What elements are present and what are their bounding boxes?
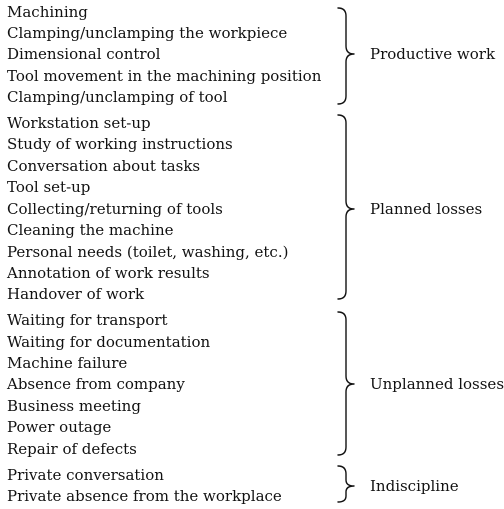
item-handover-work: Handover of work [7, 285, 145, 303]
group-label-indiscipline: Indiscipline [370, 477, 459, 495]
item-machining: Machining [7, 3, 88, 21]
item-study-instructions: Study of working instructions [7, 135, 233, 153]
item-collecting-tools: Collecting/returning of tools [7, 200, 223, 218]
item-private-conversation: Private conversation [7, 466, 164, 484]
group-label-unplanned-losses: Unplanned losses [370, 375, 504, 393]
item-tool-setup: Tool set-up [7, 178, 91, 196]
item-machine-failure: Machine failure [7, 354, 128, 372]
item-private-absence: Private absence from the workplace [7, 487, 282, 505]
item-clamping-workpiece: Clamping/unclamping the workpiece [7, 24, 288, 42]
group-label-productive-work: Productive work [370, 45, 496, 63]
brace-indiscipline [338, 466, 354, 502]
group-label-planned-losses: Planned losses [370, 200, 483, 218]
brace-planned-losses [338, 115, 354, 299]
item-workstation-setup: Workstation set-up [7, 114, 151, 132]
item-repair-defects: Repair of defects [7, 440, 137, 458]
item-business-meeting: Business meeting [7, 397, 141, 415]
brace-productive-work [338, 8, 354, 104]
item-clamping-tool: Clamping/unclamping of tool [7, 88, 228, 106]
item-waiting-documentation: Waiting for documentation [7, 333, 211, 351]
brace-unplanned-losses [338, 312, 354, 455]
item-annotation-results: Annotation of work results [7, 264, 210, 282]
item-tool-movement: Tool movement in the machining position [7, 67, 322, 85]
item-cleaning-machine: Cleaning the machine [7, 221, 174, 239]
item-absence-company: Absence from company [7, 375, 185, 393]
item-waiting-transport: Waiting for transport [7, 311, 168, 329]
item-dimensional-control: Dimensional control [7, 45, 161, 63]
item-personal-needs: Personal needs (toilet, washing, etc.) [7, 243, 289, 261]
item-conversation-tasks: Conversation about tasks [7, 157, 201, 175]
item-power-outage: Power outage [7, 418, 112, 436]
